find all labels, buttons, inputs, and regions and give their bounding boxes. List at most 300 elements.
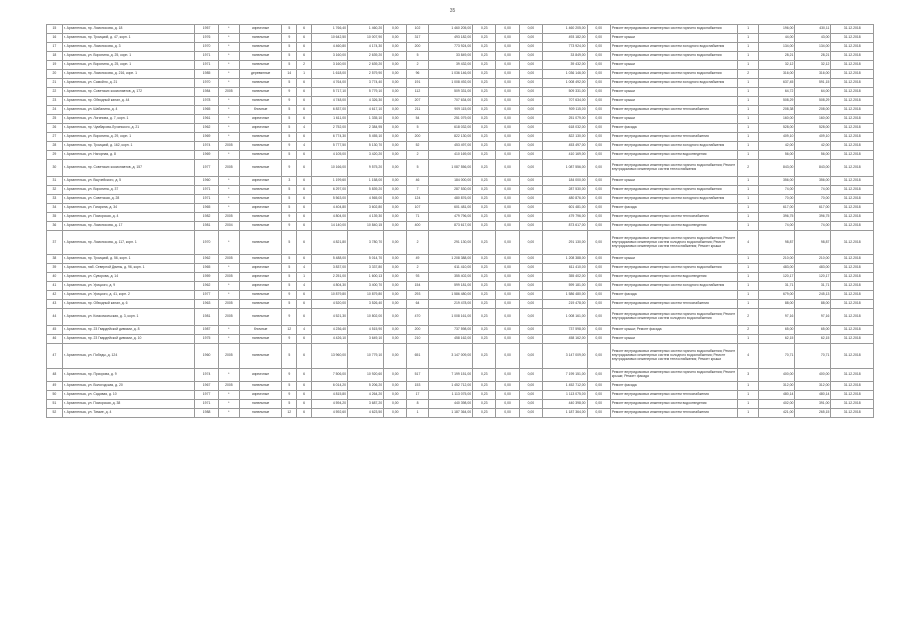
cell-non-living-area: 0,00: [384, 151, 407, 160]
cell-living-area: 5 014,70: [348, 255, 384, 264]
cell-other-share: 0,00: [587, 399, 610, 408]
cell-budget-share: 0,00: [496, 142, 519, 151]
cell-fund-share: 0,23: [473, 115, 496, 124]
cell-living-area: 5 839,20: [348, 185, 384, 194]
cell-entrances: 4: [297, 282, 312, 291]
cell-entrances: 6: [297, 194, 312, 203]
cell-row-number: 24: [47, 106, 63, 115]
cell-max-cost: 56,00: [795, 151, 831, 160]
cell-owners-share: 251 079,00: [543, 115, 588, 124]
cell-total-area: 3 160,00: [312, 52, 348, 61]
cell-owners-share: 355 402,00: [543, 273, 588, 282]
cell-budget-share: 0,00: [496, 264, 519, 273]
cell-year-built: 1969: [195, 133, 218, 142]
cell-other-share: 0,00: [587, 142, 610, 151]
cell-living-area: 4 617,10: [348, 106, 384, 115]
cell-owners-share: 291 130,00: [543, 230, 588, 255]
cell-total-area: 10 642,50: [312, 34, 348, 43]
cell-floors: 5: [282, 124, 297, 133]
cell-entrances: 6: [297, 408, 312, 417]
cell-total-cost: 251 079,00: [428, 115, 473, 124]
cell-non-living-area: 0,00: [384, 43, 407, 52]
cell-year-built: 1977: [195, 160, 218, 177]
cell-floors: 9: [282, 97, 297, 106]
cell-address: г. Архангельск, пр. 23 Гвардейской дивизии, д. 10: [62, 335, 195, 344]
cell-fund-share: 0,23: [473, 212, 496, 221]
cell-max-cost: 617,00: [795, 203, 831, 212]
cell-year-built: 1970: [195, 230, 218, 255]
cell-total-cost: 1 008 492,00: [428, 79, 473, 88]
cell-total-area: 5 563,00: [312, 194, 348, 203]
cell-year-built: 1959: [195, 273, 218, 282]
cell-living-area: 4 623,50: [348, 408, 384, 417]
cell-other-share: 0,00: [587, 335, 610, 344]
cell-residents: 211: [407, 106, 428, 115]
cell-year-built: 1981: [195, 309, 218, 326]
cell-non-living-area: 0,00: [384, 291, 407, 300]
cell-budget-share: 0,00: [496, 230, 519, 255]
cell-entrances: 4: [297, 142, 312, 151]
cell-entrances: 6: [297, 390, 312, 399]
cell-other-share: 0,00: [587, 194, 610, 203]
cell-total-cost: 33 849,00: [428, 52, 473, 61]
cell-local-share: 0,00: [519, 34, 542, 43]
cell-row-number: 18: [47, 52, 63, 61]
cell-work-types: Ремонт крыши: [610, 176, 737, 185]
cell-budget-share: 0,00: [496, 399, 519, 408]
cell-work-count: 1: [738, 151, 759, 160]
cell-year-built: 1961: [195, 115, 218, 124]
cell-unit-cost: 28,21: [759, 52, 795, 61]
cell-local-share: 0,00: [519, 151, 542, 160]
cell-local-share: 0,00: [519, 399, 542, 408]
cell-work-types: Ремонт внутридомовых инженерных систем горячего водоснабжения: [610, 185, 737, 194]
cell-year-renovated: *: [218, 34, 239, 43]
cell-deadline: 31.12.2018: [831, 368, 874, 381]
cell-total-cost: 291 130,00: [428, 230, 473, 255]
cell-address: г. Архангельск, ул. Тимме, д. 4: [62, 408, 195, 417]
cell-budget-share: 0,00: [496, 309, 519, 326]
cell-total-area: 5 717,10: [312, 88, 348, 97]
cell-residents: 102: [407, 25, 428, 34]
cell-unit-cost: 74,00: [759, 221, 795, 230]
cell-row-number: 36: [47, 221, 63, 230]
cell-budget-share: 0,00: [496, 88, 519, 97]
cell-non-living-area: 0,00: [384, 309, 407, 326]
cell-unit-cost: 42,00: [759, 142, 795, 151]
cell-fund-share: 0,23: [473, 97, 496, 106]
cell-address: г. Архангельск, ул. Гагарина, д. 34: [62, 203, 195, 212]
cell-year-built: 1965: [195, 106, 218, 115]
cell-residents: 54: [407, 115, 428, 124]
cell-deadline: 31.12.2018: [831, 203, 874, 212]
cell-total-area: 5 777,50: [312, 142, 348, 151]
cell-entrances: 2: [297, 61, 312, 70]
cell-owners-share: 1 087 556,00: [543, 160, 588, 177]
cell-other-share: 0,00: [587, 212, 610, 221]
cell-unit-cost: 316,00: [759, 70, 795, 79]
cell-fund-share: 0,23: [473, 52, 496, 61]
cell-living-area: 3 780,70: [348, 230, 384, 255]
cell-deadline: 31.12.2018: [831, 194, 874, 203]
cell-residents: 200: [407, 326, 428, 335]
cell-unit-cost: 98,87: [759, 230, 795, 255]
cell-budget-share: 0,00: [496, 70, 519, 79]
cell-work-types: Ремонт внутридомовых инженерных систем горячего водоснабжения: [610, 264, 737, 273]
cell-unit-cost: 312,00: [759, 381, 795, 390]
cell-owners-share: 1 452 712,00: [543, 381, 588, 390]
cell-row-number: 50: [47, 390, 63, 399]
cell-total-cost: 1 036 146,00: [428, 70, 473, 79]
cell-residents: 2: [407, 264, 428, 273]
cell-owners-share: 480 876,00: [543, 194, 588, 203]
cell-year-renovated: *: [218, 133, 239, 142]
cell-total-area: 4 105,00: [312, 151, 348, 160]
table-row: [47, 124, 874, 133]
cell-fund-share: 0,23: [473, 176, 496, 185]
cell-deadline: 31.12.2018: [831, 344, 874, 369]
table-row: [47, 194, 874, 203]
cell-wall-material: деревянные: [239, 70, 281, 79]
cell-deadline: 31.12.2018: [831, 115, 874, 124]
cell-max-cost: 409,10: [795, 133, 831, 142]
cell-residents: 200: [407, 133, 428, 142]
cell-local-share: 0,00: [519, 203, 542, 212]
cell-fund-share: 0,23: [473, 160, 496, 177]
cell-total-cost: 287 530,00: [428, 185, 473, 194]
capital-repair-table: [46, 24, 874, 418]
cell-deadline: 31.12.2018: [831, 390, 874, 399]
cell-other-share: 0,00: [587, 61, 610, 70]
cell-year-renovated: 2004: [218, 221, 239, 230]
cell-fund-share: 0,23: [473, 61, 496, 70]
cell-floors: 5: [282, 273, 297, 282]
cell-total-cost: 1 208 388,00: [428, 255, 473, 264]
cell-budget-share: 0,00: [496, 160, 519, 177]
cell-fund-share: 0,23: [473, 70, 496, 79]
cell-work-types: Ремонт крыши: [610, 61, 737, 70]
cell-owners-share: 1 036 146,00: [543, 70, 588, 79]
cell-budget-share: 0,00: [496, 124, 519, 133]
cell-row-number: 44: [47, 309, 63, 326]
cell-other-share: 0,00: [587, 381, 610, 390]
cell-row-number: 33: [47, 194, 63, 203]
cell-work-types: Ремонт внутридомовых инженерных систем холодного водоснабжения: [610, 79, 737, 88]
cell-work-types: Ремонт внутридомовых инженерных систем водоотведения: [610, 151, 737, 160]
cell-deadline: 31.12.2018: [831, 70, 874, 79]
cell-floors: 14: [282, 70, 297, 79]
cell-work-types: Ремонт крыши: [610, 88, 737, 97]
cell-deadline: 31.12.2018: [831, 300, 874, 309]
cell-year-built: 1976: [195, 34, 218, 43]
cell-owners-share: 33 849,00: [543, 52, 588, 61]
cell-year-renovated: *: [218, 115, 239, 124]
cell-residents: 64: [407, 300, 428, 309]
table-row: [47, 115, 874, 124]
cell-local-share: 0,00: [519, 43, 542, 52]
cell-year-built: 1970: [195, 43, 218, 52]
cell-address: г. Архангельск, ул. Логинова, д. 7, корп. 1: [62, 115, 195, 124]
cell-work-types: Ремонт внутридомовых инженерных систем горячего водоснабжения: [610, 52, 737, 61]
cell-non-living-area: 0,00: [384, 88, 407, 97]
cell-unit-cost: 134,00: [759, 43, 795, 52]
cell-entrances: 6: [297, 34, 312, 43]
cell-year-built: 1965: [195, 264, 218, 273]
cell-year-renovated: *: [218, 176, 239, 185]
cell-other-share: 0,00: [587, 221, 610, 230]
cell-total-area: 3 160,00: [312, 61, 348, 70]
cell-living-area: 10 007,90: [348, 34, 384, 43]
cell-row-number: 34: [47, 203, 63, 212]
cell-unit-cost: 356,00: [759, 176, 795, 185]
cell-total-area: 4 404,80: [312, 203, 348, 212]
cell-other-share: 0,00: [587, 79, 610, 88]
cell-floors: 9: [282, 221, 297, 230]
cell-total-area: 4 521,30: [312, 309, 348, 326]
table-row: [47, 133, 874, 142]
cell-row-number: 16: [47, 34, 63, 43]
cell-address: г. Архангельск, пр. Обводный канал, д. 44: [62, 97, 195, 106]
cell-unit-cost: 843,00: [759, 160, 795, 177]
cell-wall-material: панельные: [239, 61, 281, 70]
cell-total-area: 4 594,20: [312, 399, 348, 408]
cell-living-area: 5 206,20: [348, 381, 384, 390]
cell-wall-material: панельные: [239, 221, 281, 230]
cell-floors: 5: [282, 79, 297, 88]
cell-fund-share: 0,23: [473, 368, 496, 381]
cell-wall-material: кирпичные: [239, 282, 281, 291]
cell-row-number: 19: [47, 61, 63, 70]
cell-living-area: 3 400,70: [348, 282, 384, 291]
cell-total-cost: 39 432,00: [428, 61, 473, 70]
cell-address: г. Архангельск, пр. Троицкий, д. 162, корп. 1: [62, 142, 195, 151]
cell-floors: 5: [282, 194, 297, 203]
cell-residents: 46: [407, 176, 428, 185]
cell-wall-material: панельные: [239, 291, 281, 300]
cell-unit-cost: 409,10: [759, 133, 795, 142]
cell-non-living-area: 0,00: [384, 160, 407, 177]
cell-owners-share: 479 796,00: [543, 212, 588, 221]
cell-living-area: 2 384,95: [348, 124, 384, 133]
cell-other-share: 0,00: [587, 106, 610, 115]
table-row: [47, 309, 874, 326]
cell-address: г. Архангельск, пр. 23 Гвардейской дивизии, д. 8: [62, 326, 195, 335]
cell-unit-cost: 637,45: [759, 79, 795, 88]
cell-row-number: 49: [47, 381, 63, 390]
cell-floors: 5: [282, 230, 297, 255]
cell-non-living-area: 0,00: [384, 273, 407, 282]
cell-fund-share: 0,23: [473, 34, 496, 43]
cell-year-built: 1978: [195, 97, 218, 106]
cell-year-renovated: *: [218, 151, 239, 160]
cell-owners-share: 611 410,00: [543, 264, 588, 273]
cell-total-area: 6 014,20: [312, 381, 348, 390]
cell-max-cost: 430,11: [795, 25, 831, 34]
cell-work-count: 2: [738, 70, 759, 79]
cell-deadline: 31.12.2018: [831, 221, 874, 230]
cell-floors: 9: [282, 368, 297, 381]
cell-entrances: 6: [297, 203, 312, 212]
cell-residents: 124: [407, 194, 428, 203]
cell-fund-share: 0,23: [473, 381, 496, 390]
cell-unit-cost: 396,75: [759, 212, 795, 221]
cell-budget-share: 0,00: [496, 282, 519, 291]
cell-address: г. Архангельск, пр. Ломоносова, д. 117, корп. 1: [62, 230, 195, 255]
cell-work-types: Ремонт крыши: [610, 255, 737, 264]
cell-row-number: 52: [47, 408, 63, 417]
table-row: [47, 282, 874, 291]
cell-residents: 207: [407, 97, 428, 106]
cell-wall-material: панельные: [239, 381, 281, 390]
cell-floors: 9: [282, 309, 297, 326]
cell-wall-material: панельные: [239, 230, 281, 255]
cell-budget-share: 0,00: [496, 326, 519, 335]
cell-budget-share: 0,00: [496, 34, 519, 43]
cell-unit-cost: 402,00: [759, 399, 795, 408]
cell-deadline: 31.12.2018: [831, 88, 874, 97]
cell-row-number: 35: [47, 212, 63, 221]
cell-non-living-area: 0,00: [384, 335, 407, 344]
cell-residents: 200: [407, 43, 428, 52]
cell-non-living-area: 0,00: [384, 70, 407, 79]
cell-work-types: Ремонт внутридомовых инженерных систем теплоснабжения: [610, 300, 737, 309]
cell-unit-cost: 120,17: [759, 273, 795, 282]
cell-row-number: 38: [47, 255, 63, 264]
cell-row-number: 25: [47, 115, 63, 124]
cell-year-built: 1974: [195, 142, 218, 151]
cell-fund-share: 0,23: [473, 194, 496, 203]
cell-total-area: 6 837,00: [312, 106, 348, 115]
cell-max-cost: 245,13: [795, 291, 831, 300]
cell-fund-share: 0,23: [473, 273, 496, 282]
cell-year-renovated: *: [218, 326, 239, 335]
cell-local-share: 0,00: [519, 212, 542, 221]
table-row: [47, 368, 874, 381]
cell-address: г. Архангельск, пр. Ломоносова, д. 3: [62, 43, 195, 52]
cell-unit-cost: 62,15: [759, 335, 795, 344]
cell-row-number: 17: [47, 43, 63, 52]
cell-max-cost: 400,00: [795, 368, 831, 381]
cell-row-number: 40: [47, 273, 63, 282]
cell-max-cost: 31,71: [795, 282, 831, 291]
cell-wall-material: блочные: [239, 106, 281, 115]
cell-work-types: Ремонт фасада: [610, 124, 737, 133]
table-row: [47, 230, 874, 255]
cell-unit-cost: 679,00: [759, 291, 795, 300]
cell-other-share: 0,00: [587, 124, 610, 133]
cell-local-share: 0,00: [519, 255, 542, 264]
cell-floors: 5: [282, 52, 297, 61]
cell-budget-share: 0,00: [496, 115, 519, 124]
cell-other-share: 0,00: [587, 160, 610, 177]
cell-budget-share: 0,00: [496, 335, 519, 344]
cell-deadline: 31.12.2018: [831, 160, 874, 177]
cell-non-living-area: 0,00: [384, 203, 407, 212]
cell-year-built: 1970: [195, 79, 218, 88]
cell-address: г. Архангельск, пр. Ломоносова, д. 17: [62, 221, 195, 230]
cell-budget-share: 0,00: [496, 25, 519, 34]
cell-wall-material: кирпичные: [239, 264, 281, 273]
cell-non-living-area: 0,00: [384, 142, 407, 151]
cell-non-living-area: 0,00: [384, 115, 407, 124]
cell-year-built: 1960: [195, 344, 218, 369]
cell-total-area: 7 506,00: [312, 368, 348, 381]
cell-wall-material: панельные: [239, 88, 281, 97]
cell-row-number: 48: [47, 368, 63, 381]
cell-wall-material: кирпичные: [239, 273, 281, 282]
cell-row-number: 28: [47, 142, 63, 151]
cell-living-area: 1 600,13: [348, 273, 384, 282]
cell-residents: 154: [407, 282, 428, 291]
cell-unit-cost: 44,00: [759, 34, 795, 43]
cell-unit-cost: 64,72: [759, 88, 795, 97]
cell-local-share: 0,00: [519, 326, 542, 335]
cell-total-cost: 1 008 161,00: [428, 309, 473, 326]
cell-other-share: 0,00: [587, 344, 610, 369]
cell-entrances: 6: [297, 52, 312, 61]
cell-living-area: 2 639,20: [348, 61, 384, 70]
cell-max-cost: 74,00: [795, 221, 831, 230]
table-row: [47, 390, 874, 399]
cell-address: г. Архангельск, ул. Урицкого, д. 9: [62, 282, 195, 291]
table-row: [47, 52, 874, 61]
cell-owners-share: 822 130,00: [543, 133, 588, 142]
cell-fund-share: 0,23: [473, 230, 496, 255]
cell-year-renovated: *: [218, 194, 239, 203]
cell-year-built: 1981: [195, 221, 218, 230]
cell-residents: 2: [407, 151, 428, 160]
cell-non-living-area: 0,00: [384, 408, 407, 417]
cell-unit-cost: 56,00: [759, 151, 795, 160]
cell-work-types: Ремонт внутридомовых инженерных систем горячего водоснабжения; Ремонт внутридомовых инженерных систем теплоснабжения: [610, 160, 737, 177]
table-row: [47, 399, 874, 408]
cell-non-living-area: 0,00: [384, 52, 407, 61]
cell-deadline: 31.12.2018: [831, 142, 874, 151]
cell-work-count: 1: [738, 106, 759, 115]
cell-deadline: 31.12.2018: [831, 61, 874, 70]
cell-total-cost: 219 478,00: [428, 300, 473, 309]
cell-budget-share: 0,00: [496, 79, 519, 88]
cell-floors: 5: [282, 151, 297, 160]
cell-year-renovated: 2005: [218, 88, 239, 97]
cell-work-count: 1: [738, 381, 759, 390]
cell-address: г. Архангельск, ул. Вологодская, д. 20: [62, 381, 195, 390]
cell-fund-share: 0,23: [473, 390, 496, 399]
cell-budget-share: 0,00: [496, 185, 519, 194]
cell-unit-cost: 65,00: [759, 326, 795, 335]
cell-wall-material: кирпичные: [239, 124, 281, 133]
cell-entrances: 4: [297, 264, 312, 273]
cell-local-share: 0,00: [519, 291, 542, 300]
table-row: [47, 203, 874, 212]
cell-living-area: 10 879,80: [348, 291, 384, 300]
cell-year-renovated: *: [218, 390, 239, 399]
cell-year-renovated: *: [218, 106, 239, 115]
cell-unit-cost: 617,00: [759, 203, 795, 212]
cell-floors: 12: [282, 326, 297, 335]
cell-address: г. Архангельск, ул. Самойло, д. 21: [62, 79, 195, 88]
cell-work-types: Ремонт внутридомовых инженерных систем горячего водоснабжения; Ремонт внутридомовых инженерных систем холодного водоснабжения; Ремонт внутридомовых инженерных систем теплоснабжения; Ремонт крыши: [610, 230, 737, 255]
cell-deadline: 31.12.2018: [831, 230, 874, 255]
cell-total-cost: 1 113 075,00: [428, 390, 473, 399]
cell-total-area: 5 488,00: [312, 255, 348, 264]
cell-year-built: 1960: [195, 176, 218, 185]
cell-year-built: 1965: [195, 203, 218, 212]
cell-owners-share: 873 617,00: [543, 221, 588, 230]
cell-row-number: 46: [47, 335, 63, 344]
cell-living-area: 1 335,10: [348, 115, 384, 124]
cell-year-built: 1977: [195, 390, 218, 399]
